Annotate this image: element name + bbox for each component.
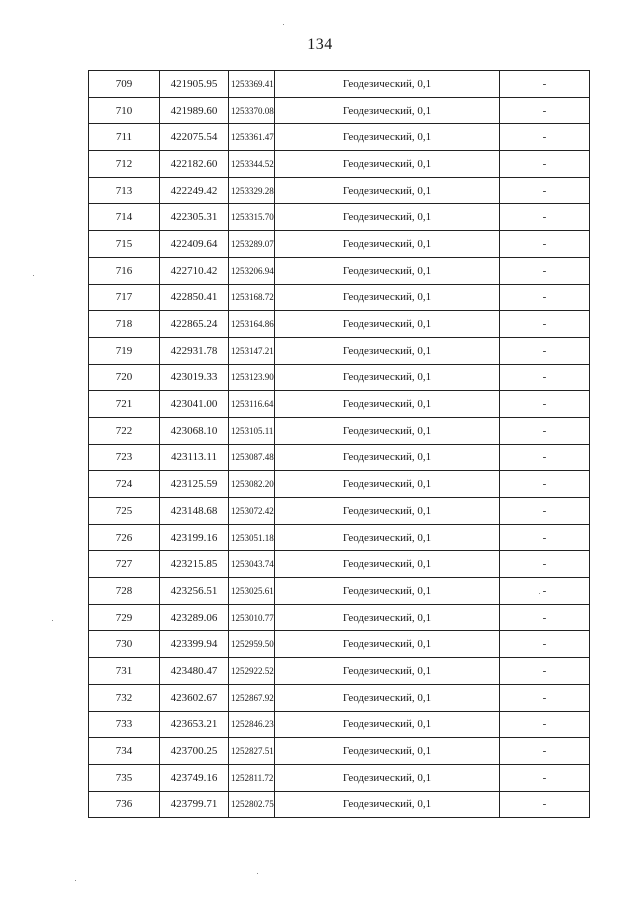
table-row (89, 364, 590, 391)
note-cell: - (500, 124, 590, 151)
point-number-cell: 724 (89, 471, 160, 498)
table-row (89, 578, 590, 605)
point-number-cell: 720 (89, 364, 160, 391)
y-coordinate-cell: 1253147.21 (229, 337, 275, 364)
method-accuracy-cell: Геодезический, 0,1 (275, 551, 500, 578)
point-number-cell: 725 (89, 498, 160, 525)
note-cell: - (500, 551, 590, 578)
y-coordinate-cell: 1253087.48 (229, 444, 275, 471)
note-cell: - (500, 524, 590, 551)
x-coordinate-cell: 421905.95 (160, 71, 229, 98)
y-coordinate-cell: 1252867.92 (229, 684, 275, 711)
y-coordinate-cell: 1253361.47 (229, 124, 275, 151)
y-coordinate-cell: 1253072.42 (229, 498, 275, 525)
x-coordinate-cell: 423799.71 (160, 791, 229, 818)
point-number-cell: 712 (89, 151, 160, 178)
method-accuracy-cell: Геодезический, 0,1 (275, 604, 500, 631)
x-coordinate-cell: 423602.67 (160, 684, 229, 711)
table-row (89, 151, 590, 178)
point-number-cell: 730 (89, 631, 160, 658)
x-coordinate-cell: 422305.31 (160, 204, 229, 231)
x-coordinate-cell: 422850.41 (160, 284, 229, 311)
page-number: 134 (307, 36, 333, 53)
point-number-cell: 711 (89, 124, 160, 151)
method-accuracy-cell: Геодезический, 0,1 (275, 444, 500, 471)
point-number-cell: 734 (89, 738, 160, 765)
table-row (89, 177, 590, 204)
table-row (89, 791, 590, 818)
note-cell: - (500, 204, 590, 231)
coordinates-table-body (89, 71, 590, 818)
table-row (89, 684, 590, 711)
method-accuracy-cell: Геодезический, 0,1 (275, 97, 500, 124)
y-coordinate-cell: 1253116.64 (229, 391, 275, 418)
x-coordinate-cell: 423399.94 (160, 631, 229, 658)
scan-speck (33, 275, 34, 276)
method-accuracy-cell: Геодезический, 0,1 (275, 417, 500, 444)
method-accuracy-cell: Геодезический, 0,1 (275, 231, 500, 258)
table-row (89, 711, 590, 738)
table-row (89, 604, 590, 631)
x-coordinate-cell: 423256.51 (160, 578, 229, 605)
point-number-cell: 717 (89, 284, 160, 311)
table-row (89, 471, 590, 498)
point-number-cell: 729 (89, 604, 160, 631)
point-number-cell: 736 (89, 791, 160, 818)
method-accuracy-cell: Геодезический, 0,1 (275, 764, 500, 791)
table-row (89, 551, 590, 578)
note-cell: - (500, 791, 590, 818)
x-coordinate-cell: 423289.06 (160, 604, 229, 631)
note-cell: - (500, 231, 590, 258)
note-cell: - (500, 391, 590, 418)
x-coordinate-cell: 422182.60 (160, 151, 229, 178)
point-number-cell: 735 (89, 764, 160, 791)
table-row (89, 97, 590, 124)
point-number-cell: 718 (89, 311, 160, 338)
note-cell: - (500, 684, 590, 711)
method-accuracy-cell: Геодезический, 0,1 (275, 284, 500, 311)
method-accuracy-cell: Геодезический, 0,1 (275, 151, 500, 178)
y-coordinate-cell: 1252846.23 (229, 711, 275, 738)
note-cell: - (500, 257, 590, 284)
note-cell: - (500, 631, 590, 658)
point-number-cell: 716 (89, 257, 160, 284)
y-coordinate-cell: 1253025.61 (229, 578, 275, 605)
y-coordinate-cell: 1252959.50 (229, 631, 275, 658)
point-number-cell: 715 (89, 231, 160, 258)
table-row (89, 738, 590, 765)
x-coordinate-cell: 423749.16 (160, 764, 229, 791)
point-number-cell: 719 (89, 337, 160, 364)
x-coordinate-cell: 422249.42 (160, 177, 229, 204)
method-accuracy-cell: Геодезический, 0,1 (275, 311, 500, 338)
x-coordinate-cell: 422865.24 (160, 311, 229, 338)
point-number-cell: 731 (89, 658, 160, 685)
table-row (89, 498, 590, 525)
note-cell: - (500, 658, 590, 685)
point-number-cell: 710 (89, 97, 160, 124)
method-accuracy-cell: Геодезический, 0,1 (275, 684, 500, 711)
method-accuracy-cell: Геодезический, 0,1 (275, 711, 500, 738)
y-coordinate-cell: 1253370.08 (229, 97, 275, 124)
y-coordinate-cell: 1253168.72 (229, 284, 275, 311)
y-coordinate-cell: 1252827.51 (229, 738, 275, 765)
note-cell: - (500, 284, 590, 311)
table-row (89, 257, 590, 284)
method-accuracy-cell: Геодезический, 0,1 (275, 498, 500, 525)
x-coordinate-cell: 422075.54 (160, 124, 229, 151)
table-row (89, 284, 590, 311)
table-row (89, 231, 590, 258)
method-accuracy-cell: Геодезический, 0,1 (275, 738, 500, 765)
y-coordinate-cell: 1253369.41 (229, 71, 275, 98)
method-accuracy-cell: Геодезический, 0,1 (275, 204, 500, 231)
method-accuracy-cell: Геодезический, 0,1 (275, 364, 500, 391)
table-row (89, 764, 590, 791)
method-accuracy-cell: Геодезический, 0,1 (275, 471, 500, 498)
x-coordinate-cell: 423700.25 (160, 738, 229, 765)
y-coordinate-cell: 1253010.77 (229, 604, 275, 631)
y-coordinate-cell: 1253164.86 (229, 311, 275, 338)
table-row (89, 71, 590, 98)
y-coordinate-cell: 1253105.11 (229, 417, 275, 444)
table-row (89, 391, 590, 418)
coordinates-table (88, 70, 590, 818)
note-cell: - (500, 738, 590, 765)
y-coordinate-cell: 1253329.28 (229, 177, 275, 204)
table-row (89, 204, 590, 231)
scan-speck (52, 620, 53, 621)
method-accuracy-cell: Геодезический, 0,1 (275, 631, 500, 658)
point-number-cell: 723 (89, 444, 160, 471)
note-cell: - (500, 364, 590, 391)
point-number-cell: 713 (89, 177, 160, 204)
y-coordinate-cell: 1252922.52 (229, 658, 275, 685)
method-accuracy-cell: Геодезический, 0,1 (275, 524, 500, 551)
method-accuracy-cell: Геодезический, 0,1 (275, 658, 500, 685)
table-row (89, 631, 590, 658)
scan-speck (539, 593, 540, 594)
note-cell: - (500, 711, 590, 738)
y-coordinate-cell: 1253315.70 (229, 204, 275, 231)
table-row (89, 417, 590, 444)
method-accuracy-cell: Геодезический, 0,1 (275, 391, 500, 418)
y-coordinate-cell: 1253206.94 (229, 257, 275, 284)
x-coordinate-cell: 423148.68 (160, 498, 229, 525)
x-coordinate-cell: 422710.42 (160, 257, 229, 284)
note-cell: - (500, 764, 590, 791)
method-accuracy-cell: Геодезический, 0,1 (275, 257, 500, 284)
scan-speck (283, 24, 284, 25)
x-coordinate-cell: 421989.60 (160, 97, 229, 124)
method-accuracy-cell: Геодезический, 0,1 (275, 578, 500, 605)
note-cell: - (500, 578, 590, 605)
y-coordinate-cell: 1253051.18 (229, 524, 275, 551)
x-coordinate-cell: 423068.10 (160, 417, 229, 444)
method-accuracy-cell: Геодезический, 0,1 (275, 337, 500, 364)
point-number-cell: 726 (89, 524, 160, 551)
note-cell: - (500, 444, 590, 471)
table-row (89, 444, 590, 471)
y-coordinate-cell: 1252802.75 (229, 791, 275, 818)
note-cell: - (500, 71, 590, 98)
point-number-cell: 727 (89, 551, 160, 578)
point-number-cell: 722 (89, 417, 160, 444)
point-number-cell: 714 (89, 204, 160, 231)
scan-speck (75, 880, 76, 881)
x-coordinate-cell: 423041.00 (160, 391, 229, 418)
point-number-cell: 733 (89, 711, 160, 738)
y-coordinate-cell: 1253043.74 (229, 551, 275, 578)
note-cell: - (500, 151, 590, 178)
point-number-cell: 728 (89, 578, 160, 605)
note-cell: - (500, 604, 590, 631)
note-cell: - (500, 471, 590, 498)
x-coordinate-cell: 423480.47 (160, 658, 229, 685)
x-coordinate-cell: 423125.59 (160, 471, 229, 498)
note-cell: - (500, 97, 590, 124)
method-accuracy-cell: Геодезический, 0,1 (275, 177, 500, 204)
note-cell: - (500, 498, 590, 525)
note-cell: - (500, 177, 590, 204)
point-number-cell: 721 (89, 391, 160, 418)
note-cell: - (500, 417, 590, 444)
table-row (89, 524, 590, 551)
x-coordinate-cell: 422409.64 (160, 231, 229, 258)
table-row (89, 337, 590, 364)
point-number-cell: 732 (89, 684, 160, 711)
scan-speck (257, 873, 258, 874)
x-coordinate-cell: 423019.33 (160, 364, 229, 391)
x-coordinate-cell: 422931.78 (160, 337, 229, 364)
y-coordinate-cell: 1253082.20 (229, 471, 275, 498)
table-row (89, 658, 590, 685)
method-accuracy-cell: Геодезический, 0,1 (275, 124, 500, 151)
point-number-cell: 709 (89, 71, 160, 98)
y-coordinate-cell: 1253344.52 (229, 151, 275, 178)
note-cell: - (500, 311, 590, 338)
x-coordinate-cell: 423215.85 (160, 551, 229, 578)
x-coordinate-cell: 423199.16 (160, 524, 229, 551)
y-coordinate-cell: 1253289.07 (229, 231, 275, 258)
y-coordinate-cell: 1253123.90 (229, 364, 275, 391)
table-row (89, 311, 590, 338)
method-accuracy-cell: Геодезический, 0,1 (275, 791, 500, 818)
x-coordinate-cell: 423653.21 (160, 711, 229, 738)
table-row (89, 124, 590, 151)
method-accuracy-cell: Геодезический, 0,1 (275, 71, 500, 98)
note-cell: - (500, 337, 590, 364)
x-coordinate-cell: 423113.11 (160, 444, 229, 471)
y-coordinate-cell: 1252811.72 (229, 764, 275, 791)
